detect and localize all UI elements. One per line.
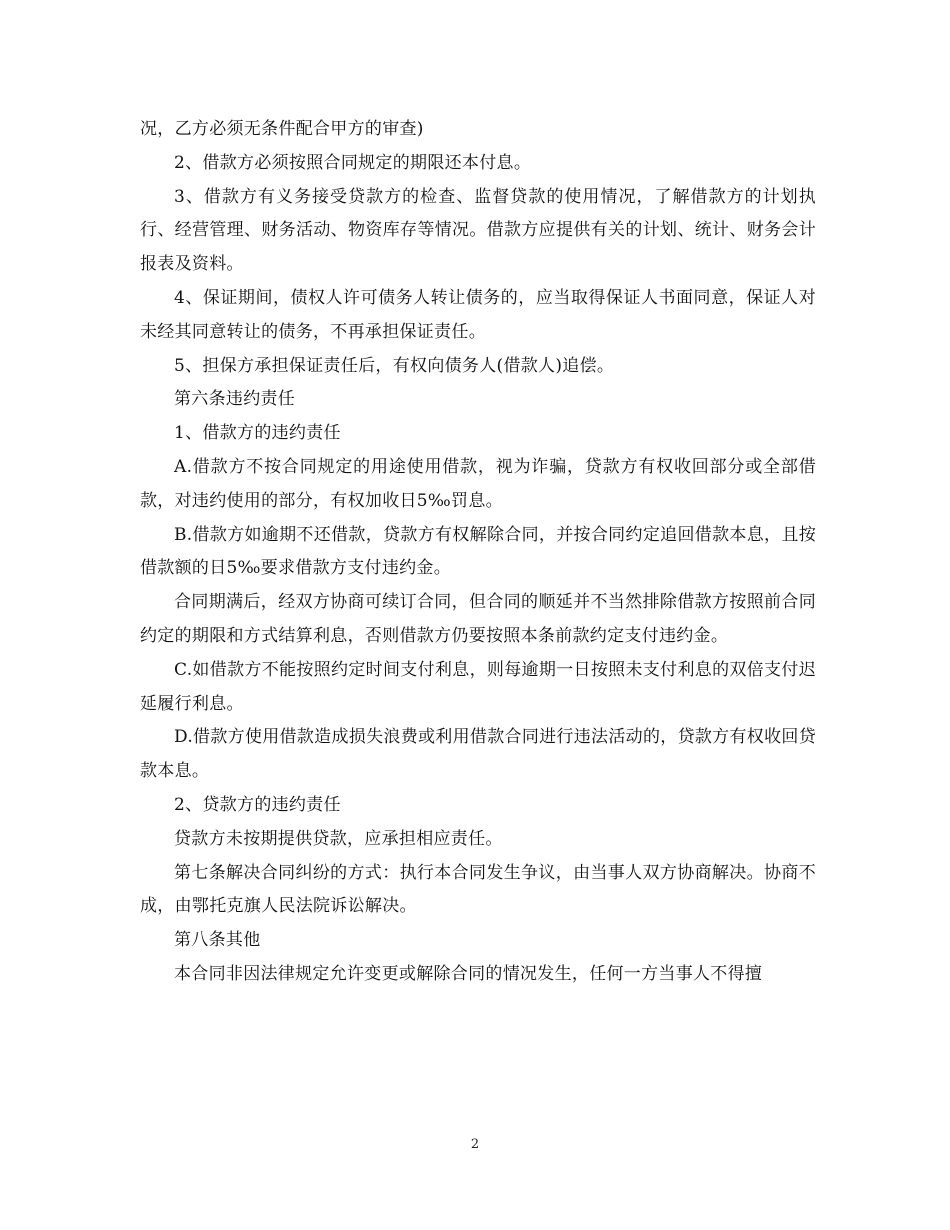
paragraph-clause-4: 4、保证期间，债权人许可债务人转让债务的，应当取得保证人书面同意，保证人对未经其同意转让的债务，不再承担保证责任。	[140, 287, 816, 342]
paragraph-clause-5: 5、担保方承担保证责任后，有权向债务人(借款人)追偿。	[174, 355, 615, 376]
section-heading-article-8: 第八条其他	[174, 930, 261, 951]
paragraph-clause-2: 2、借款方必须按照合同规定的期限还本付息。	[174, 152, 532, 173]
paragraph-lender-liability: 贷款方未按期提供贷款，应承担相应责任。	[174, 828, 503, 849]
document-body	[140, 113, 816, 992]
subheading-borrower-liability: 1、借款方的违约责任	[174, 423, 341, 444]
page-number: 2	[470, 1137, 480, 1152]
paragraph-item-a: A.借款方不按合同规定的用途使用借款，视为诈骗，贷款方有权收回部分或全部借款，对违约使用的部分，有权加收日5‰罚息。	[140, 456, 816, 511]
paragraph-article-8-text: 本合同非因法律规定允许变更或解除合同的情况发生，任何一方当事人不得擅	[174, 963, 763, 984]
subheading-lender-liability: 2、贷款方的违约责任	[174, 794, 341, 815]
paragraph-article-7: 第七条解决合同纠纷的方式：执行本合同发生争议，由当事人双方协商解决。协商不成，由鄂托克旗人民法院诉讼解决。	[140, 862, 816, 917]
section-heading-article-6: 第六条违约责任	[174, 389, 296, 410]
paragraph-item-c: C.如借款方不能按照约定时间支付利息，则每逾期一日按照未支付利息的双倍支付迟延履行利息。	[140, 659, 816, 714]
paragraph-renewal: 合同期满后，经双方协商可续订合同，但合同的顺延并不当然排除借款方按照前合同约定的期限和方式结算利息，否则借款方仍要按照本条前款约定支付违约金。	[140, 592, 816, 646]
paragraph-clause-3: 3、借款方有义务接受贷款方的检查、监督贷款的使用情况，了解借款方的计划执行、经营管理、财务活动、物资库存等情况。借款方应提供有关的计划、统计、财务会计报表及资料。	[140, 186, 816, 275]
paragraph-item-b: B.借款方如逾期不还借款，贷款方有权解除合同，并按合同约定追回借款本息，且按借款额的日5‰要求借款方支付违约金。	[140, 524, 816, 579]
paragraph-continuation: 况，乙方必须无条件配合甲方的审查)	[140, 119, 424, 139]
paragraph-item-d: D.借款方使用借款造成损失浪费或利用借款合同进行违法活动的，贷款方有权收回贷款本息。	[140, 727, 816, 782]
